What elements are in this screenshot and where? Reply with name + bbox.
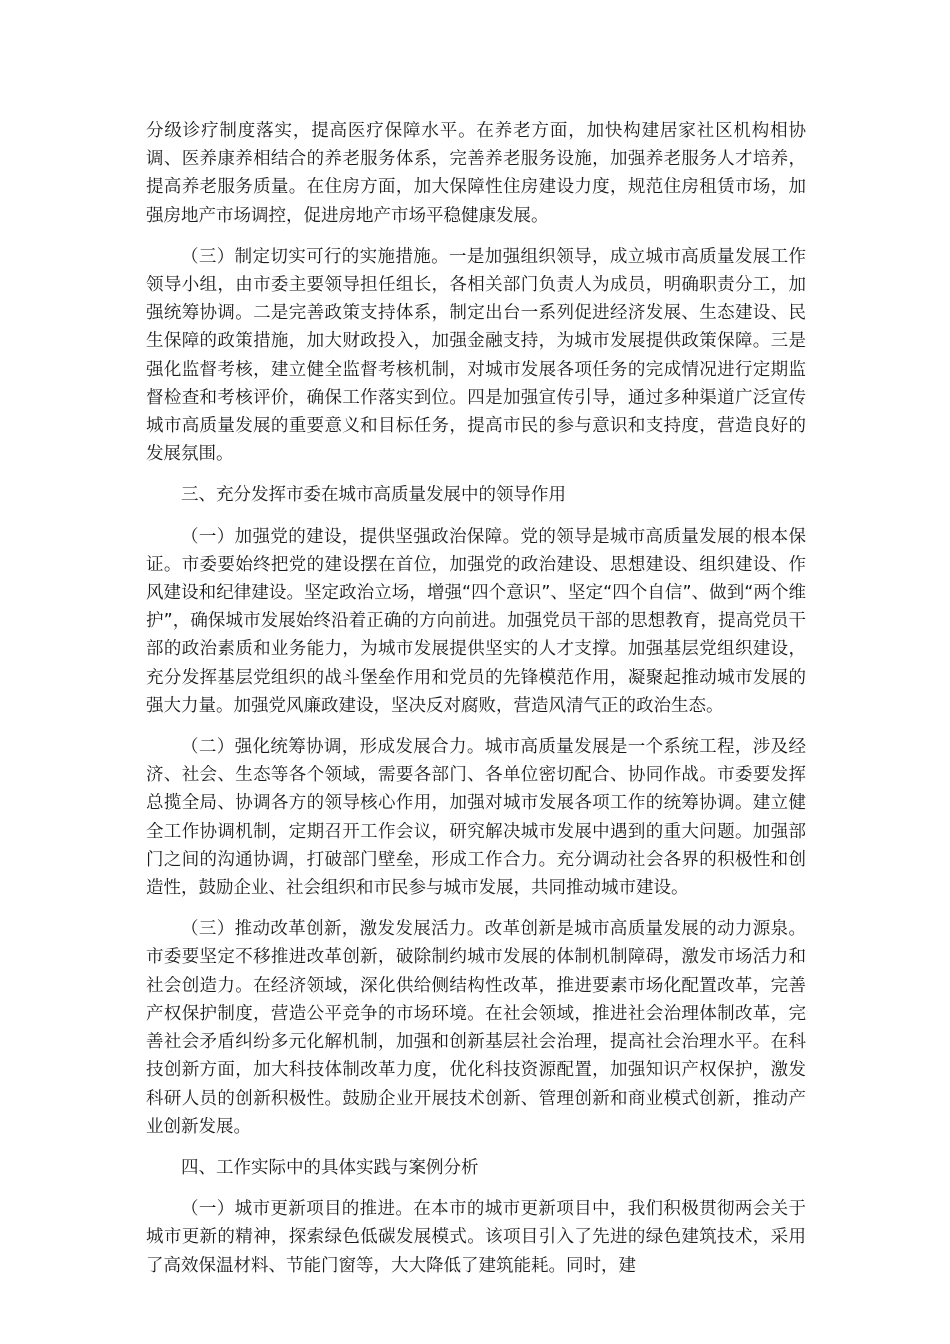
paragraph-urban-renewal: （一）城市更新项目的推进。在本市的城市更新项目中，我们积极贯彻两会关于城市更新的精神，探索绿色低碳发展模式。该项目引入了先进的绿色建筑技术，采用了高效保温材料、节能门窗等，大大降低了建筑能耗。同时，建: [146, 1199, 806, 1276]
paragraph-party-building: （一）加强党的建设，提供坚强政治保障。党的领导是城市高质量发展的根本保证。市委要始终把党的建设摆在首位，加强党的政治建设、思想建设、组织建设、作风建设和纪律建设。坚定政治立场，增强“四个意识”、坚定“四个自信”、做到“两个维护”，确保城市发展始终沿着正确的方向前进。加强党员干部的思想教育，提高党员干部的政治素质和业务能力，为城市发展提供坚实的人才支撑。加强基层党组织建设，充分发挥基层党组织的战斗堡垒作用和党员的先锋模范作用，凝聚起推动城市发展的强大力量。加强党风廉政建设，坚决反对腐败，营造风清气正的政治生态。: [146, 526, 806, 716]
paragraph-healthcare-housing: 分级诊疗制度落实，提高医疗保障水平。在养老方面，加快构建居家社区机构相协调、医养康养相结合的养老服务体系，完善养老服务设施，加强养老服务人才培养，提高养老服务质量。在住房方面，加大保障性住房建设力度，规范住房租赁市场，加强房地产市场调控，促进房地产市场平稳健康发展。: [146, 121, 806, 226]
section-heading-3: 三、充分发挥市委在城市高质量发展中的领导作用: [181, 485, 566, 506]
paragraph-implementation-measures: （三）制定切实可行的实施措施。一是加强组织领导，成立城市高质量发展工作领导小组，由市委主要领导担任组长，各相关部门负责人为成员，明确职责分工，加强统筹协调。二是完善政策支持体系，制定出台一系列促进经济发展、生态建设、民生保障的政策措施，加大财政投入，加强金融支持，为城市发展提供政策保障。三是强化监督考核，建立健全监督考核机制，对城市发展各项任务的完成情况进行定期监督检查和考核评价，确保工作落实到位。四是加强宣传引导，通过多种渠道广泛宣传城市高质量发展的重要意义和目标任务，提高市民的参与意识和支持度，营造良好的发展氛围。: [146, 246, 806, 465]
section-heading-4: 四、工作实际中的具体实践与案例分析: [181, 1157, 479, 1178]
paragraph-reform-innovation: （三）推动改革创新，激发发展活力。改革创新是城市高质量发展的动力源泉。市委要坚定不移推进改革创新，破除制约城市发展的体制机制障碍，激发市场活力和社会创造力。在经济领域，深化供给侧结构性改革，推进要素市场化配置改革，完善产权保护制度，营造公平竞争的市场环境。在社会领域，推进社会治理体制改革，完善社会矛盾纠纷多元化解机制，加强和创新基层社会治理，提高社会治理水平。在科技创新方面，加大科技体制改革力度，优化科技资源配置，加强知识产权保护，激发科研人员的创新积极性。鼓励企业开展技术创新、管理创新和商业模式创新，推动产业创新发展。: [146, 919, 806, 1137]
document-page: [146, 117, 806, 1293]
paragraph-coordination: （二）强化统筹协调，形成发展合力。城市高质量发展是一个系统工程，涉及经济、社会、生态等各个领域，需要各部门、各单位密切配合、协同作战。市委要发挥总揽全局、协调各方的领导核心作用，加强对城市发展各项工作的统筹协调。建立健全工作协调机制，定期召开工作会议，研究解决城市发展中遇到的重大问题。加强部门之间的沟通协调，打破部门壁垒，形成工作合力。充分调动社会各界的积极性和创造性，鼓励企业、社会组织和市民参与城市发展，共同推动城市建设。: [146, 737, 806, 899]
